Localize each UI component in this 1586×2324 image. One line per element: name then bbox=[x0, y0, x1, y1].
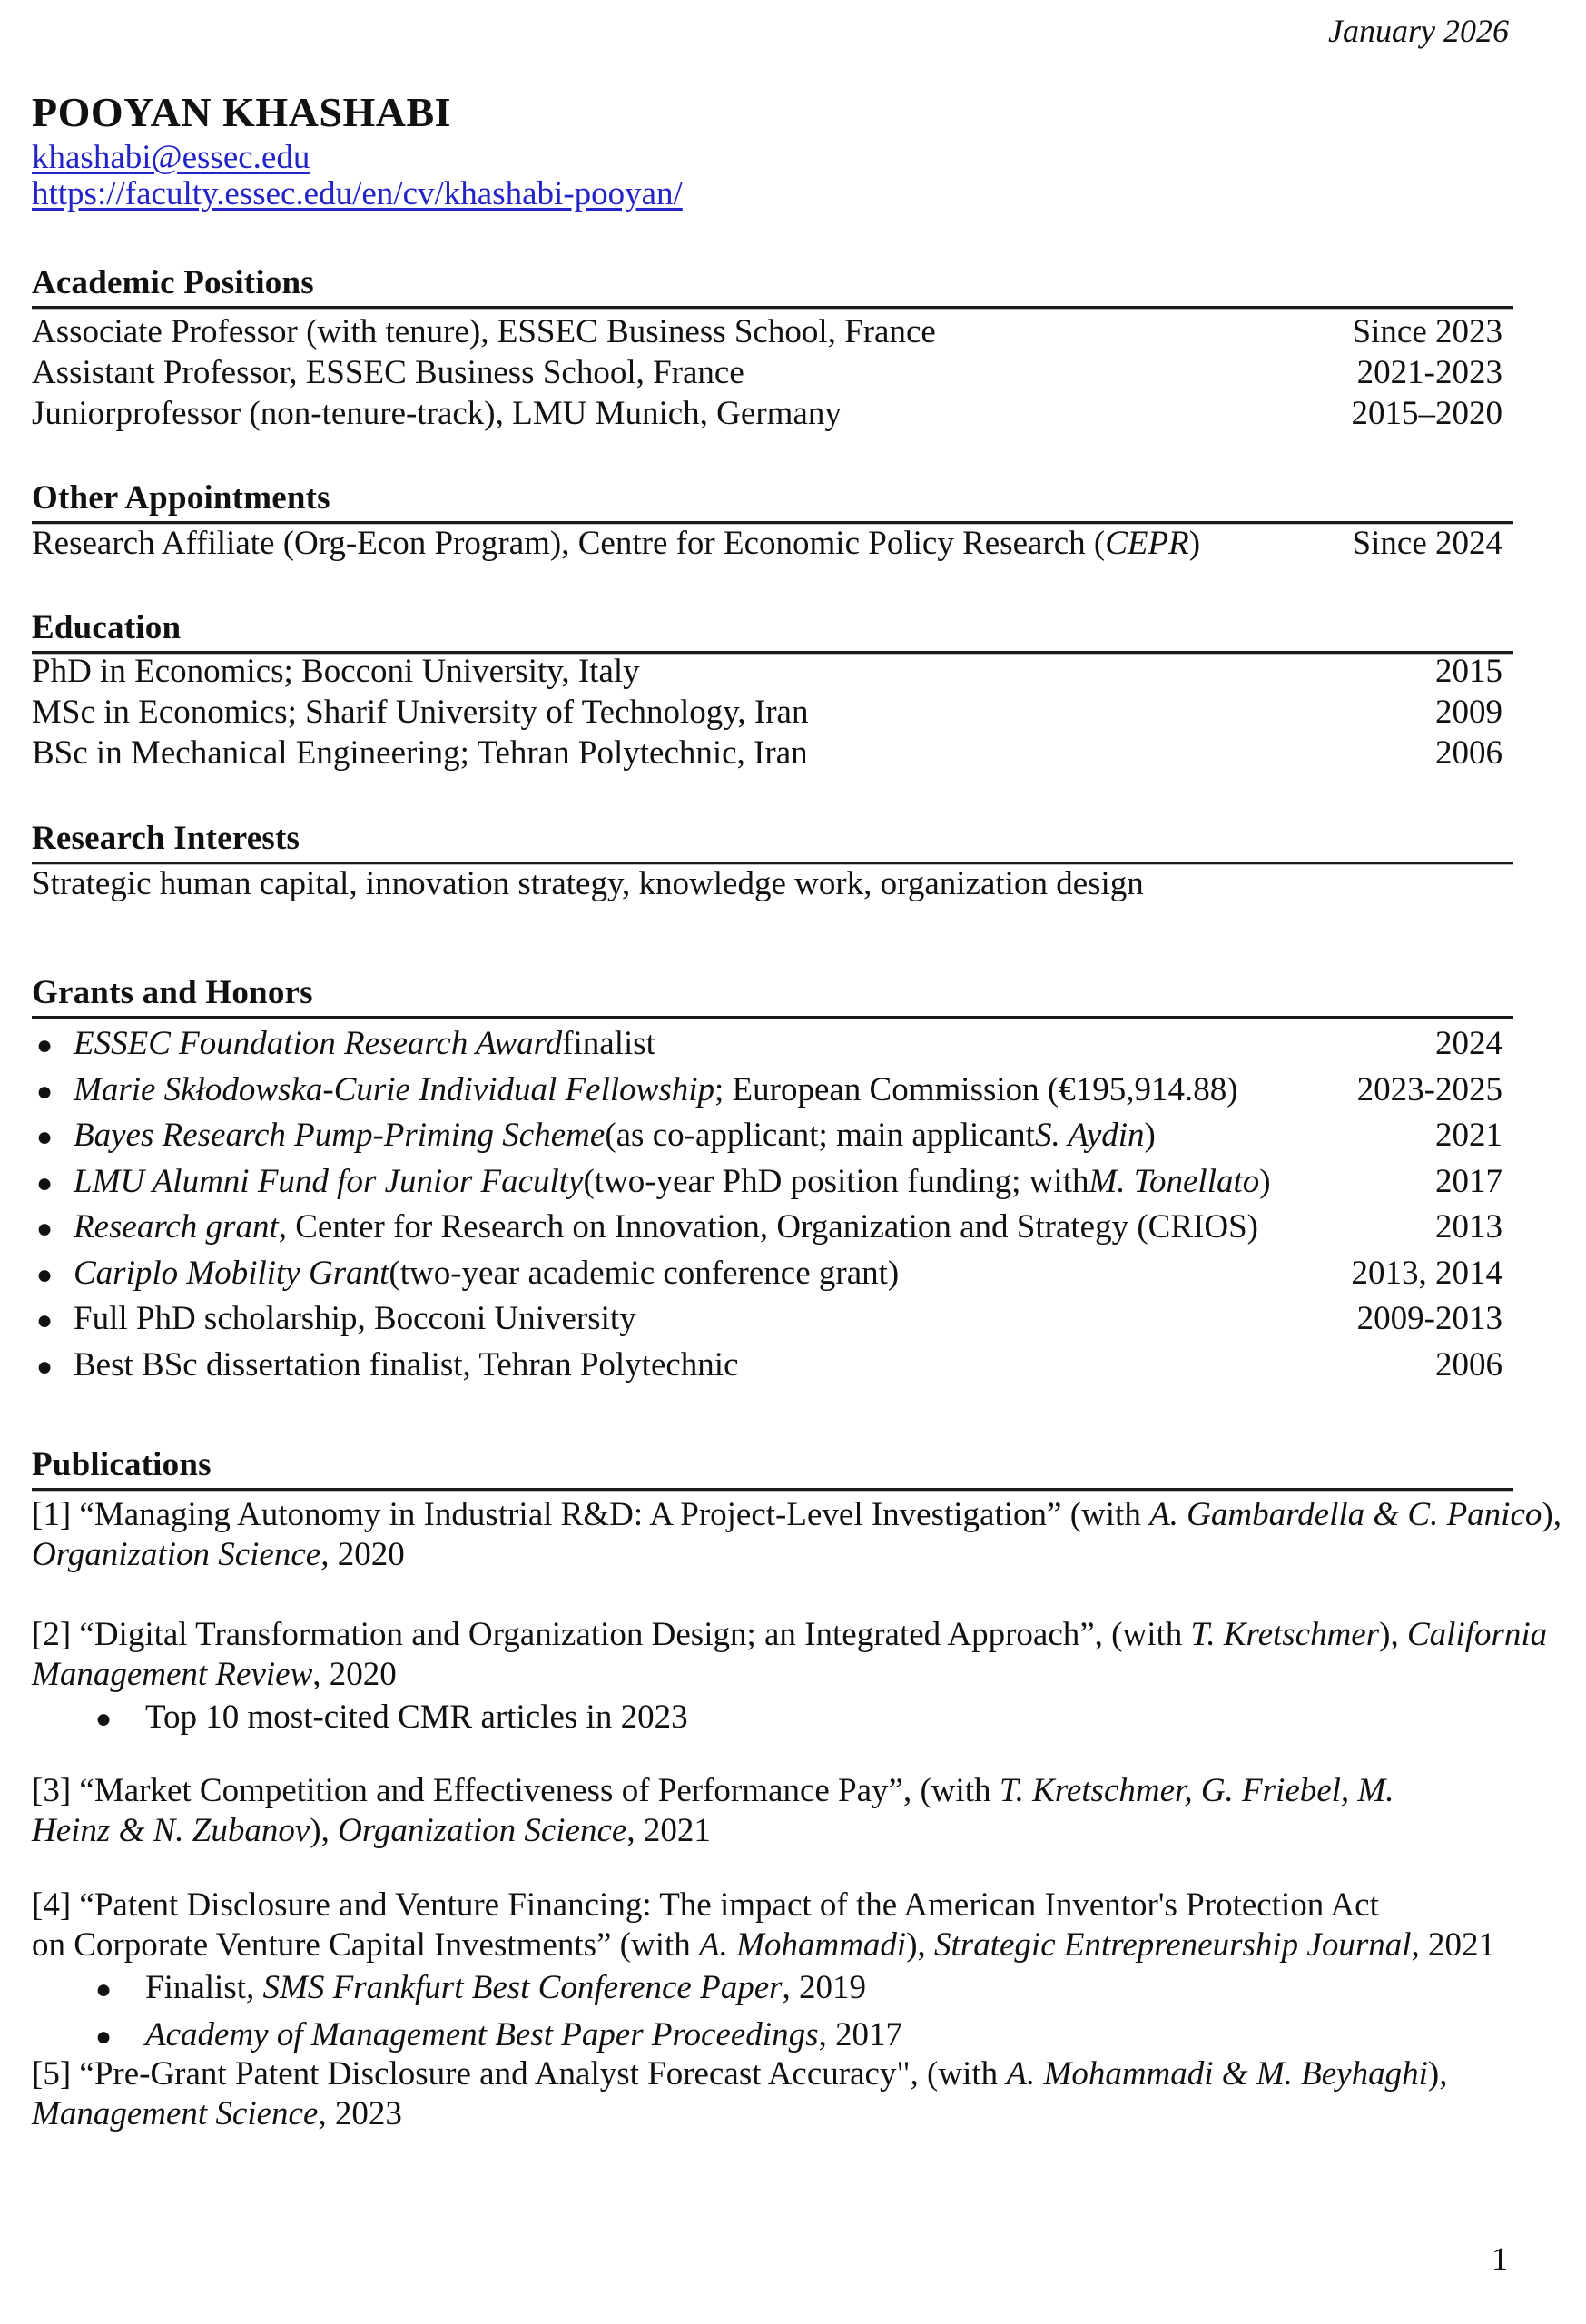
education-row bbox=[32, 651, 1513, 692]
grant-row: ● ESSEC Foundation Research Award finalist 2024 bbox=[32, 1021, 1513, 1068]
section-rule bbox=[32, 1488, 1513, 1492]
publication-item: [4] “Patent Disclosure and Venture Financing: The impact of the American Inventor's Protection Act on Corporate Venture Capital Investments” (with A. Mohammadi), Strategic Entrepreneurship Journal, 2021 ● Finalist , SMS Frankfurt Best Conference Paper , 2019 ● Academy of Management Best Paper Proceedings , 2017 bbox=[32, 1886, 1513, 2060]
education-section bbox=[32, 608, 1513, 773]
grant-year: 2023-2025 bbox=[1356, 1070, 1502, 1108]
position-desc: Juniorprofessor (non-tenure-track), LMU Munich, Germany bbox=[32, 395, 842, 432]
research-interests-text: Strategic human capital, innovation strategy, knowledge work, organization design bbox=[32, 865, 1144, 902]
publication-item: [1] “Managing Autonomy in Industrial R&D: A Project-Level Investigation” (with A. Gambardella & C. Panico), Organization Science, 2020 bbox=[32, 1496, 1561, 1573]
author-name: POOYAN KHASHABI bbox=[32, 89, 452, 135]
bullet-icon: ● bbox=[95, 1974, 113, 2004]
grant-row: ● Bayes Research Pump-Priming Scheme (as co-applicant; main applicant S. Aydin ) 2021 bbox=[32, 1113, 1513, 1159]
grant-row: ● Full PhD scholarship, Bocconi University 2009-2013 bbox=[32, 1296, 1513, 1343]
section-rule bbox=[32, 1016, 1513, 1019]
education-year: 2009 bbox=[1435, 694, 1502, 731]
academic-positions-section bbox=[32, 263, 1513, 434]
bullet-icon: ● bbox=[36, 1214, 54, 1244]
position-year: 2021-2023 bbox=[1356, 354, 1502, 391]
publication-note: ● Academy of Management Best Paper Proceedings , 2017 bbox=[32, 2013, 1513, 2060]
grant-row: ● Marie Skłodowska-Curie Individual Fellowship ; European Commission (€195,914.88) 2023-2025 bbox=[32, 1068, 1513, 1114]
section-title: Publications bbox=[32, 1446, 212, 1483]
grant-year: 2009-2013 bbox=[1356, 1300, 1502, 1337]
grant-year: 2017 bbox=[1435, 1162, 1502, 1200]
publication-item: [5] “Pre-Grant Patent Disclosure and Analyst Forecast Accuracy", (with A. Mohammadi & M. Beyhaghi), Management Science, 2023 bbox=[32, 2055, 1448, 2132]
grant-year: 2013, 2014 bbox=[1351, 1254, 1502, 1292]
email-link[interactable]: khashabi@essec.edu bbox=[32, 139, 310, 176]
grant-row: ● LMU Alumni Fund for Junior Faculty (two-year PhD position funding; with M. Tonellato ) 2017 bbox=[32, 1159, 1513, 1206]
bullet-icon: ● bbox=[36, 1259, 54, 1290]
appointment-row bbox=[32, 523, 1513, 564]
publication-item: [3] “Market Competition and Effectiveness of Performance Pay”, (with T. Kretschmer, G. Friebel, M. Heinz & N. Zubanov), Organization Science, 2021 bbox=[32, 1772, 1394, 1849]
education-desc: MSc in Economics; Sharif University of Technology, Iran bbox=[32, 694, 809, 731]
section-title: Grants and Honors bbox=[32, 974, 313, 1011]
bullet-icon: ● bbox=[95, 2022, 113, 2052]
page-number: 1 bbox=[1492, 2240, 1508, 2277]
publication-note: ● Finalist , SMS Frankfurt Best Conference Paper , 2019 bbox=[32, 1965, 1513, 2013]
education-row bbox=[32, 733, 1513, 773]
grant-year: 2021 bbox=[1435, 1117, 1502, 1154]
publications-section bbox=[32, 1445, 1561, 2134]
position-desc: Assistant Professor, ESSEC Business School, France bbox=[32, 354, 744, 391]
education-row bbox=[32, 692, 1513, 733]
position-desc: Associate Professor (with tenure), ESSEC Business School, France bbox=[32, 313, 936, 350]
position-year: Since 2023 bbox=[1352, 313, 1502, 350]
bullet-icon: ● bbox=[36, 1351, 54, 1382]
section-title: Education bbox=[32, 609, 182, 646]
appointment-desc: Research Affiliate (Org-Econ Program), Centre for Economic Policy Research (CEPR) bbox=[32, 525, 1201, 562]
position-row bbox=[32, 352, 1513, 393]
publication-item: [2] “Digital Transformation and Organization Design; an Integrated Approach”, (with T. Kretschmer), California Management Review, 2020 ● Top 10 most-cited CMR articles in 2023 bbox=[32, 1615, 1513, 1742]
education-desc: BSc in Mechanical Engineering; Tehran Polytechnic, Iran bbox=[32, 734, 808, 772]
faculty-page-link[interactable]: https://faculty.essec.edu/en/cv/khashabi-pooyan/ bbox=[32, 175, 683, 212]
publication-note: ● Top 10 most-cited CMR articles in 2023 bbox=[32, 1695, 1513, 1742]
other-appointments-section bbox=[32, 478, 1513, 564]
grant-row: ● Research grant , Center for Research on Innovation, Organization and Strategy (CRIOS) 2013 bbox=[32, 1205, 1513, 1251]
grant-row: ● Cariplo Mobility Grant (two-year academic conference grant) 2013, 2014 bbox=[32, 1251, 1513, 1297]
grant-year: 2024 bbox=[1435, 1025, 1502, 1062]
bullet-icon: ● bbox=[36, 1122, 54, 1152]
appointment-year: Since 2024 bbox=[1352, 525, 1502, 562]
position-row bbox=[32, 311, 1513, 352]
grant-year: 2006 bbox=[1435, 1345, 1502, 1384]
bullet-icon: ● bbox=[36, 1167, 54, 1198]
bullet-icon: ● bbox=[36, 1305, 54, 1335]
education-desc: PhD in Economics; Bocconi University, Italy bbox=[32, 653, 640, 690]
position-row bbox=[32, 393, 1513, 434]
grant-row: ● Best BSc dissertation finalist, Tehran Polytechnic 2006 bbox=[32, 1343, 1513, 1389]
education-year: 2015 bbox=[1435, 653, 1502, 690]
research-interests-section bbox=[32, 819, 1513, 904]
grant-year: 2013 bbox=[1435, 1208, 1502, 1246]
bullet-icon: ● bbox=[95, 1704, 113, 1734]
grants-honors-section bbox=[32, 973, 1513, 1388]
bullet-icon: ● bbox=[36, 1030, 54, 1060]
education-year: 2006 bbox=[1435, 734, 1502, 772]
section-title: Academic Positions bbox=[32, 264, 314, 301]
section-title: Other Appointments bbox=[32, 479, 330, 517]
section-title: Research Interests bbox=[32, 820, 300, 857]
section-rule bbox=[32, 306, 1513, 310]
bullet-icon: ● bbox=[36, 1076, 54, 1107]
document-date: January 2026 bbox=[1328, 13, 1509, 49]
position-year: 2015–2020 bbox=[1351, 395, 1502, 432]
